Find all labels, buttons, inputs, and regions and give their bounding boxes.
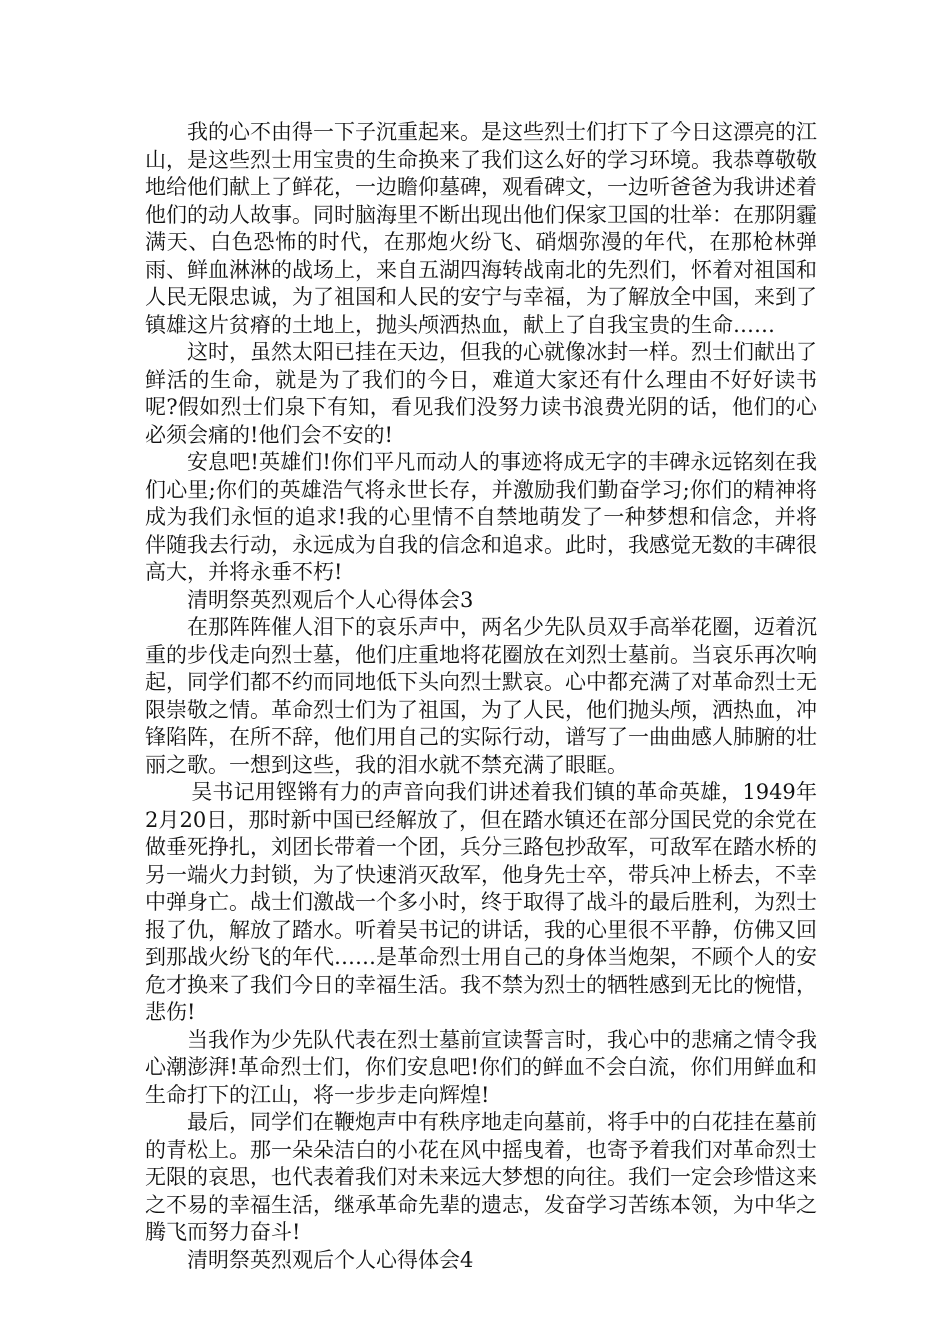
section-heading-3: 清明祭英烈观后个人心得体会3 bbox=[187, 587, 474, 612]
section-heading-4: 清明祭英烈观后个人心得体会4 bbox=[187, 1247, 474, 1272]
paragraph-6: 当我作为少先队代表在烈士墓前宣读誓言时，我心中的悲痛之情令我心潮澎湃!革命烈士们，你们安息吧!你们的鲜血不会白流，你们用鲜血和生命打下的江山，将一步步走向辉煌! bbox=[145, 1027, 817, 1107]
paragraph-1: 我的心不由得一下子沉重起来。是这些烈士们打下了今日这漂亮的江山，是这些烈士用宝贵的生命换来了我们这么好的学习环境。我恭尊敬敬地给他们献上了鲜花，一边瞻仰墓碑，观看碑文，一边听爸爸为我讲述着他们的动人故事。同时脑海里不断出现出他们保家卫国的壮举：在那阴霾满天、白色恐怖的时代，在那炮火纷飞、硝烟弥漫的年代，在那枪林弹雨、鲜血淋淋的战场上，来自五湖四海转战南北的先烈们，怀着对祖国和人民无限忠诚，为了祖国和人民的安宁与幸福，为了解放全中国，来到了镇雄这片贫瘠的土地上，抛头颅洒热血，献上了自我宝贵的生命…… bbox=[145, 120, 817, 337]
paragraph-4: 在那阵阵催人泪下的哀乐声中，两名少先队员双手高举花圈，迈着沉重的步伐走向烈士墓，他们庄重地将花圈放在刘烈士墓前。当哀乐再次响起，同学们都不约而同地低下头向烈士默哀。心中都充满了对革命烈士无限崇敬之情。革命烈士们为了祖国，为了人民，他们抛头颅，洒热血，冲锋陷阵，在所不辞，他们用自己的实际行动，谱写了一曲曲感人肺腑的壮丽之歌。一想到这些，我的泪水就不禁充满了眼眶。 bbox=[145, 615, 817, 777]
paragraph-3: 安息吧!英雄们!你们平凡而动人的事迹将成无字的丰碑永远铭刻在我们心里;你们的英雄浩气将永世长存，并激励我们勤奋学习;你们的精神将成为我们永恒的追求!我的心里情不自禁地萌发了一种梦想和信念，并将伴随我去行动，永远成为自我的信念和追求。此时，我感觉无数的丰碑很高大，并将永垂不朽! bbox=[145, 450, 817, 584]
paragraph-2: 这时，虽然太阳已挂在天边，但我的心就像冰封一样。烈士们献出了鲜活的生命，就是为了我们的今日，难道大家还有什么理由不好好读书呢?假如烈士们泉下有知，看见我们没努力读书浪费光阴的话，他们的心必须会痛的!他们会不安的! bbox=[145, 340, 817, 447]
paragraph-5: 吴书记用铿锵有力的声音向我们讲述着我们镇的革命英雄，1949年2月20日，那时新中国已经解放了，但在踏水镇还在部分国民党的余党在做垂死挣扎，刘团长带着一个团，兵分三路包抄敌军，可敌军在踏水桥的另一端火力封锁，为了快速消灭敌军，他身先士卒，带兵冲上桥去，不幸中弹身亡。战士们激战一个多小时，终于取得了战斗的最后胜利，为烈士报了仇，解放了踏水。听着吴书记的讲话，我的心里很不平静，仿佛又回到那战火纷飞的年代……是革命烈士用自己的身体当炮架，不顾个人的安危才换来了我们今日的幸福生活。我不禁为烈士的牺牲感到无比的惋惜，悲伤! bbox=[145, 780, 817, 1024]
document-body bbox=[145, 119, 817, 1274]
paragraph-7: 最后，同学们在鞭炮声中有秩序地走向墓前，将手中的白花挂在墓前的青松上。那一朵朵洁白的小花在风中摇曳着，也寄予着我们对革命烈士无限的哀思，也代表着我们对未来远大梦想的向往。我们一定会珍惜这来之不易的幸福生活，继承革命先辈的遗志，发奋学习苦练本领，为中华之腾飞而努力奋斗! bbox=[145, 1110, 817, 1244]
